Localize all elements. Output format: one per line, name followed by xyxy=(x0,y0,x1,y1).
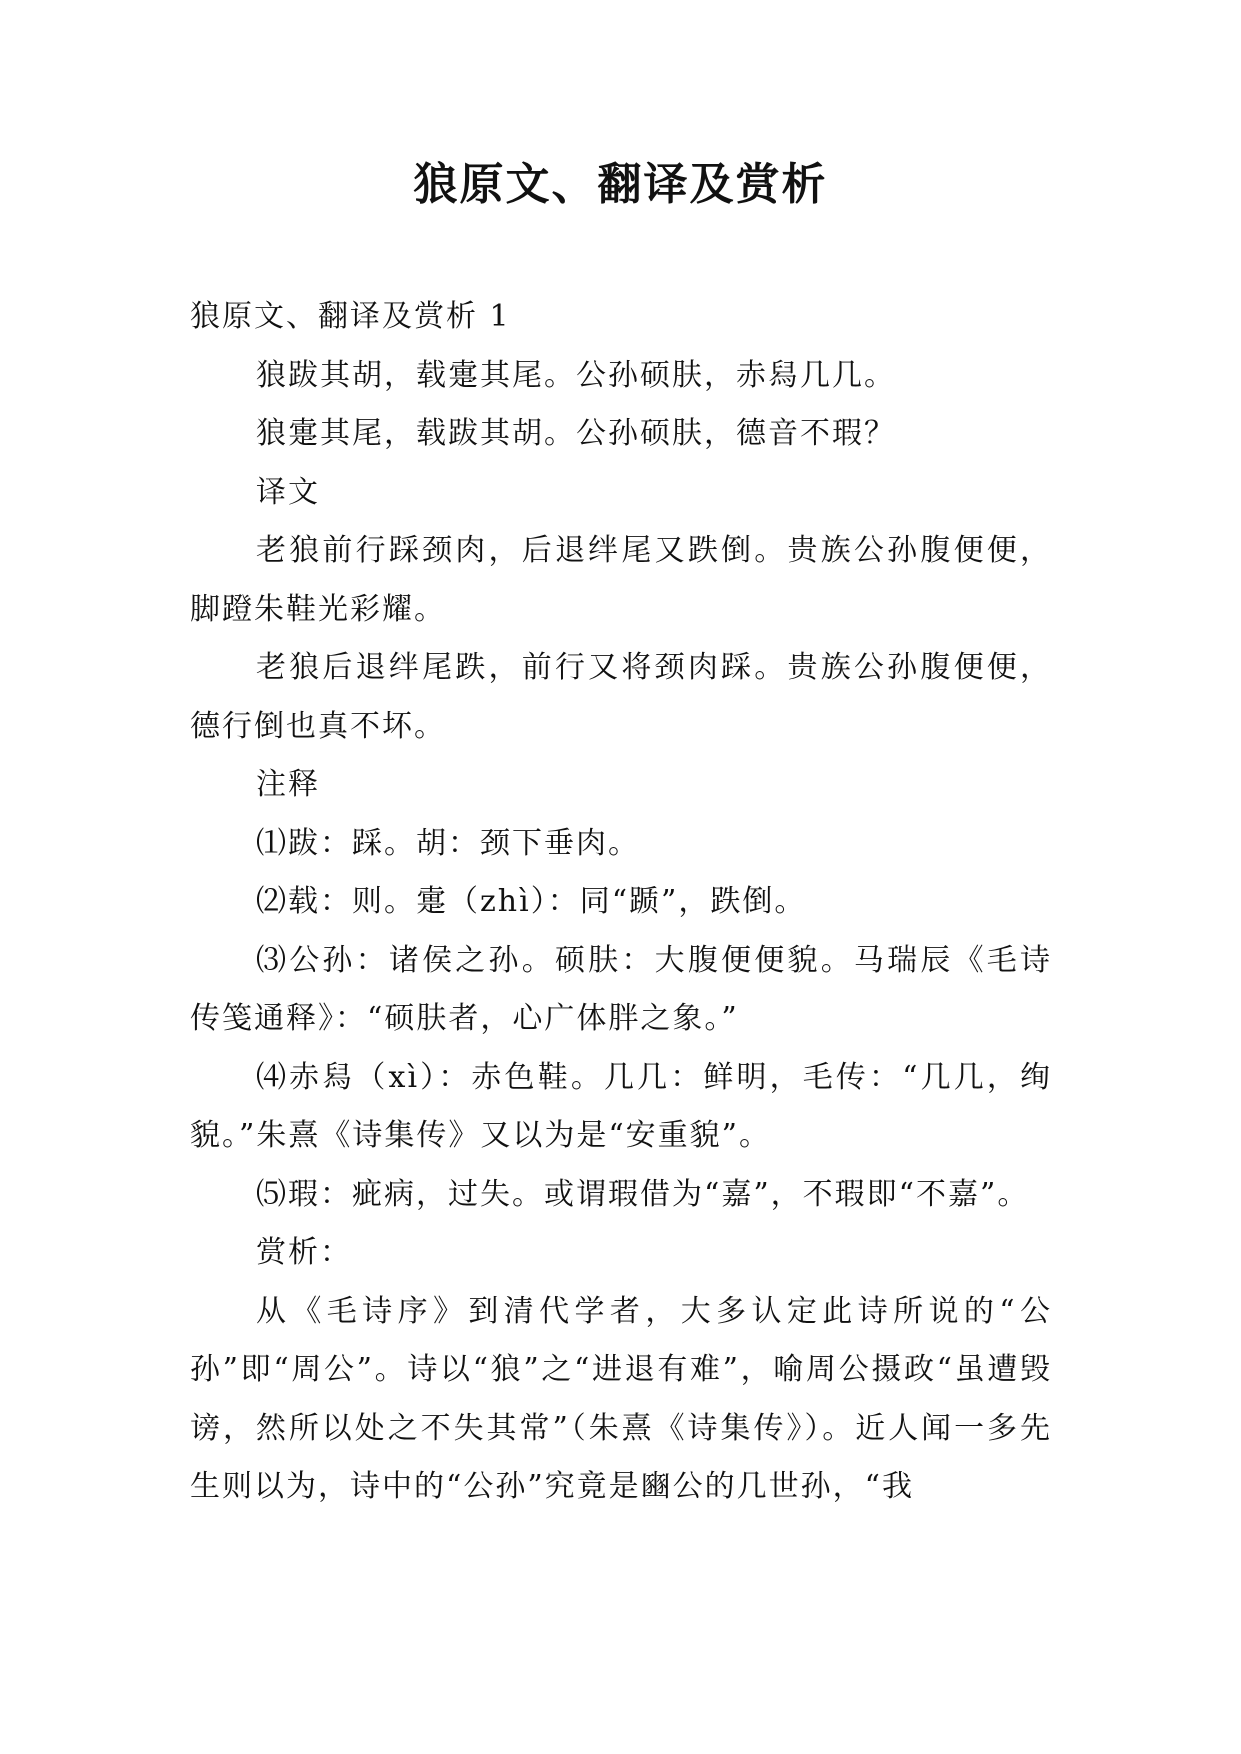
translation-paragraph-2: 老狼后退绊尾跌，前行又将颈肉踩。贵族公孙腹便便，德行倒也真不坏。 xyxy=(190,650,1052,744)
notes-heading: 注释 xyxy=(256,767,320,802)
note-2: ⑵载：则。疐（zhì）：同“踬”，跌倒。 xyxy=(256,884,807,919)
document-title: 狼原文、翻译及赏析 xyxy=(413,159,828,210)
note-3: ⑶公孙：诸侯之孙。硕肤：大腹便便貌。马瑞辰《毛诗传笺通释》：“硕肤者，心广体胖之象。” xyxy=(190,942,1052,1036)
document-body xyxy=(190,288,1052,1517)
translation-heading: 译文 xyxy=(256,474,320,510)
note-5: ⑸瑕：疵病，过失。或谓瑕借为“嘉”，不瑕即“不嘉”。 xyxy=(256,1176,1030,1212)
section-heading: 狼原文、翻译及赏析 1 xyxy=(190,299,511,334)
appreciation-paragraph: 从《毛诗序》到清代学者，大多认定此诗所说的“公孙”即“周公”。诗以“狼”之“进退有难”，喻周公摄政“虽遭毁谤，然所以处之不失其常”（朱熹《诗集传》）。近人闻一多先生则以为，诗中的“公孙”究竟是豳公的几世孙，“我 xyxy=(190,1293,1052,1504)
note-4: ⑷赤舄（xì）：赤色鞋。几几：鲜明，毛传：“几几，绚貌。”朱熹《诗集传》又以为是“安重貌”。 xyxy=(190,1059,1052,1153)
translation-paragraph-1: 老狼前行踩颈肉，后退绊尾又跌倒。贵族公孙腹便便，脚蹬朱鞋光彩耀。 xyxy=(190,533,1052,627)
poem-line-2: 狼疐其尾，载跋其胡。公孙硕肤，德音不瑕？ xyxy=(256,416,896,451)
appreciation-heading: 赏析： xyxy=(256,1235,352,1270)
poem-line-1: 狼跋其胡，载疐其尾。公孙硕肤，赤舄几几。 xyxy=(256,357,896,393)
note-1: ⑴跋：踩。胡：颈下垂肉。 xyxy=(256,825,640,861)
